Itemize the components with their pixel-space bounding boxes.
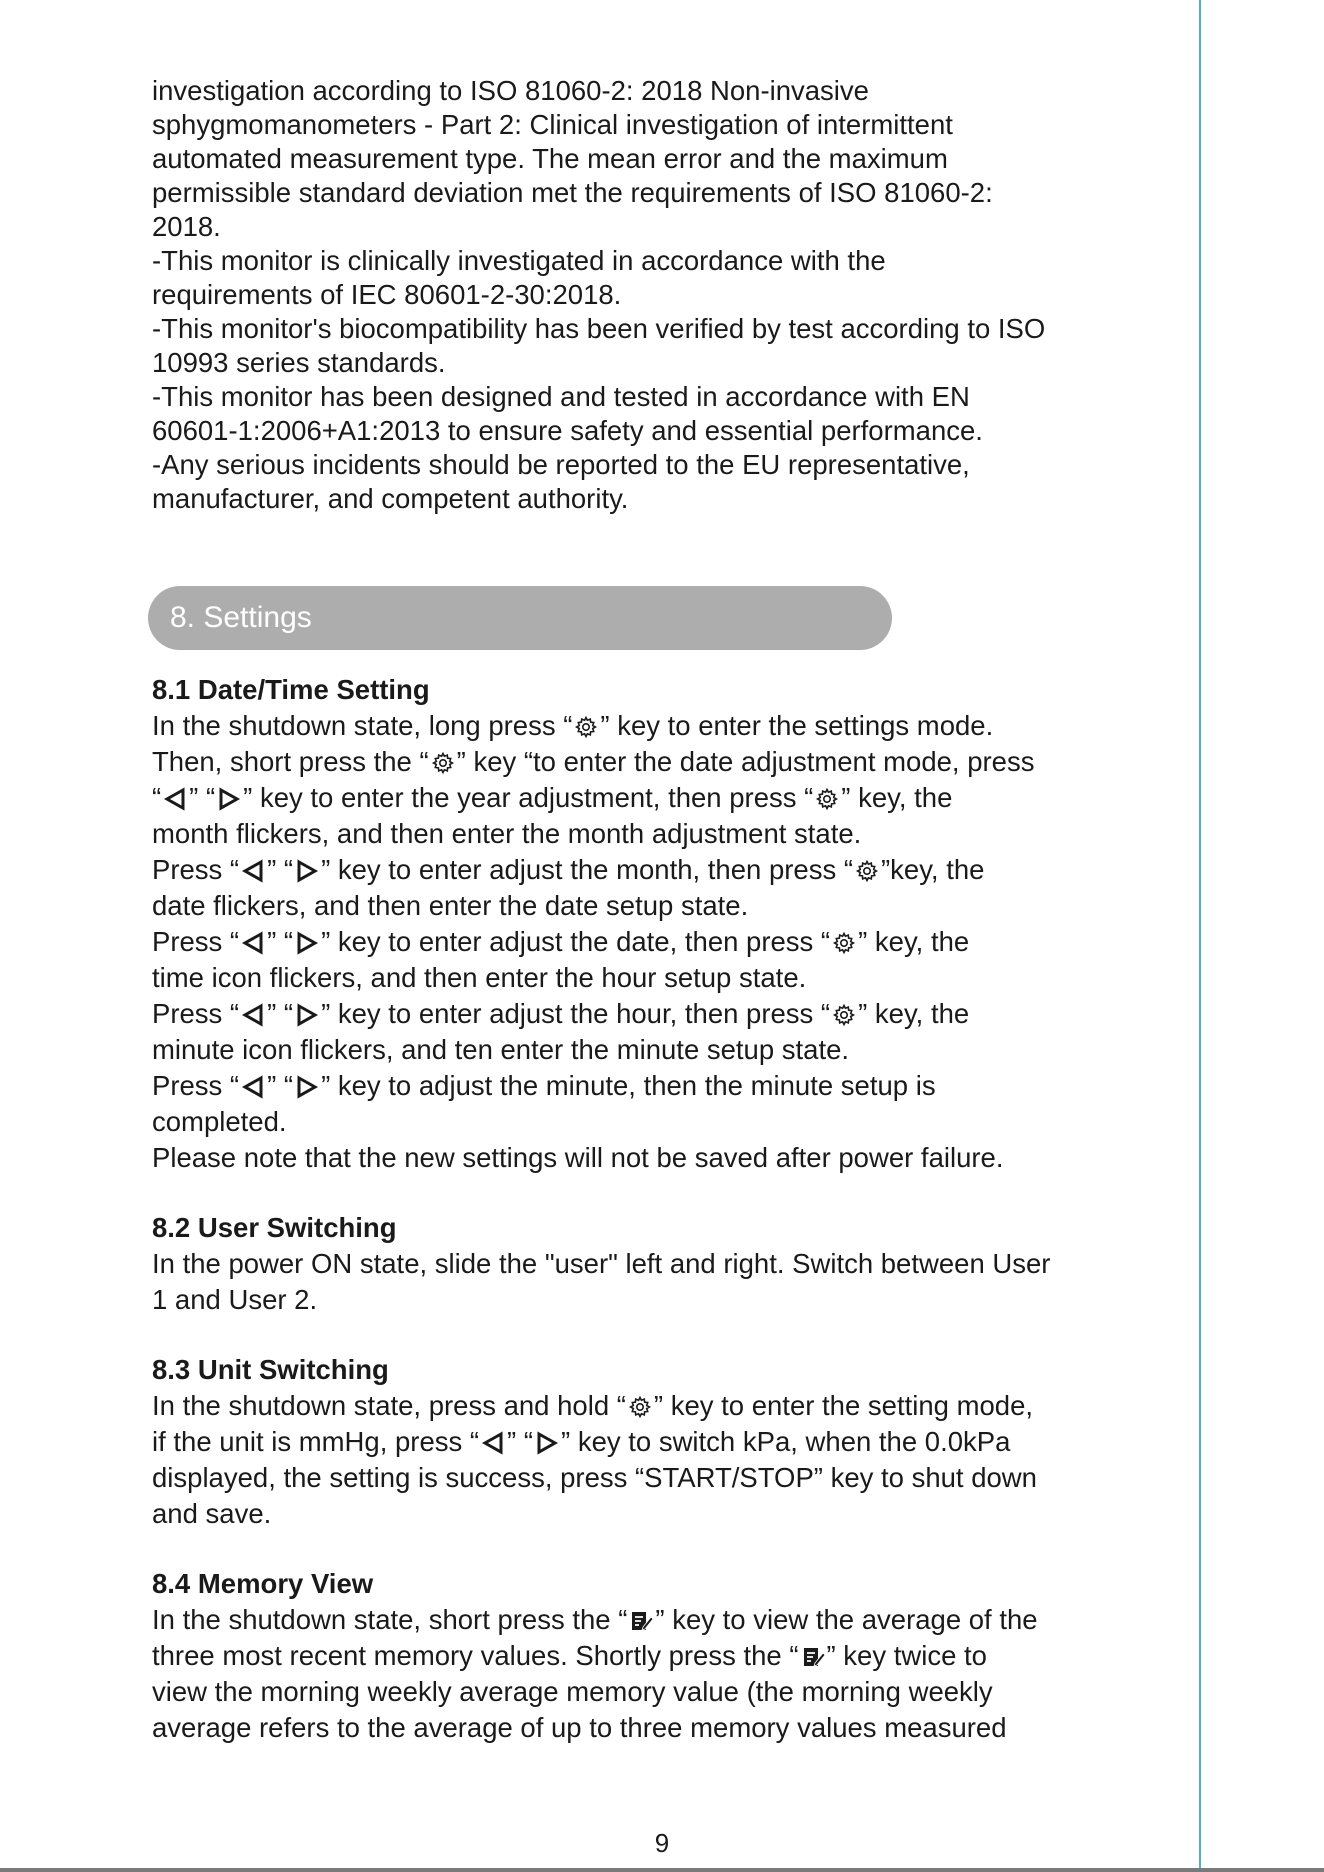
memory-note-icon xyxy=(629,1609,653,1633)
text-line: Press “ ” “ ” key to enter adjust the date, then press “ ” key, the xyxy=(152,926,970,957)
text-line: view the morning weekly average memory value (the morning weekly xyxy=(152,1676,993,1707)
text-line: “ ” “ ” key to enter the year adjustment, then press “ ” key, the xyxy=(152,782,953,813)
text-line: manufacturer, and competent authority. xyxy=(152,483,629,514)
text-line: investigation according to ISO 81060-2: 2018 Non-invasive xyxy=(152,75,869,106)
section-unit-switching xyxy=(152,1352,1182,1532)
text-line: Press “ ” “ ” key to enter adjust the hour, then press “ ” key, the xyxy=(152,998,970,1029)
text-line: Press “ ” “ ” key to adjust the minute, then the minute setup is xyxy=(152,1070,936,1101)
text-line: In the power ON state, slide the "user" left and right. Switch between User xyxy=(152,1248,1051,1279)
text-line: three most recent memory values. Shortly press the “ ” key twice to xyxy=(152,1640,987,1671)
text-line: In the shutdown state, long press “ ” key to enter the settings mode. xyxy=(152,710,994,741)
gear-icon xyxy=(431,751,455,775)
text-line: permissible standard deviation met the requirements of ISO 81060-2: xyxy=(152,177,993,208)
text-line: sphygmomanometers - Part 2: Clinical investigation of intermittent xyxy=(152,109,953,140)
gear-icon xyxy=(832,1003,856,1027)
text-line: In the shutdown state, short press the “ ” key to view the average of the xyxy=(152,1604,1038,1635)
text-line: month flickers, and then enter the month adjustment state. xyxy=(152,818,862,849)
gear-icon xyxy=(815,787,839,811)
section-date-time xyxy=(152,672,1182,1176)
left-triangle-icon xyxy=(241,931,265,955)
left-triangle-icon xyxy=(163,787,187,811)
text-line: 1 and User 2. xyxy=(152,1284,318,1315)
right-triangle-icon xyxy=(295,931,319,955)
text-line: minute icon flickers, and ten enter the minute setup state. xyxy=(152,1034,850,1065)
right-triangle-icon xyxy=(295,1003,319,1027)
text-line: requirements of IEC 80601-2-30:2018. xyxy=(152,279,622,310)
compliance-text xyxy=(152,74,1182,516)
gear-icon xyxy=(855,859,879,883)
gear-icon xyxy=(628,1395,652,1419)
manual-page-content xyxy=(152,74,1182,1780)
gear-icon xyxy=(574,715,598,739)
section-header: 8. Settings xyxy=(148,586,892,650)
text-line: and save. xyxy=(152,1498,272,1529)
text-line: -Any serious incidents should be reported to the EU representative, xyxy=(152,449,970,480)
right-triangle-icon xyxy=(295,859,319,883)
right-triangle-icon xyxy=(217,787,241,811)
memory-note-icon xyxy=(801,1645,825,1669)
subsection-title: 8.2 User Switching xyxy=(152,1212,397,1243)
text-line: completed. xyxy=(152,1106,287,1137)
text-line: -This monitor is clinically investigated in accordance with the xyxy=(152,245,886,276)
text-line: date flickers, and then enter the date setup state. xyxy=(152,890,749,921)
subsection-title: 8.4 Memory View xyxy=(152,1568,374,1599)
text-line: Then, short press the “ ” key “to enter the date adjustment mode, press xyxy=(152,746,1035,777)
text-line: 10993 series standards. xyxy=(152,347,446,378)
text-line: Please note that the new settings will not be saved after power failure. xyxy=(152,1142,1004,1173)
page-number: 9 xyxy=(654,1828,670,1858)
left-triangle-icon xyxy=(481,1431,505,1455)
text-line: automated measurement type. The mean error and the maximum xyxy=(152,143,948,174)
text-line: if the unit is mmHg, press “ ” “ ” key to switch kPa, when the 0.0kPa xyxy=(152,1426,1011,1457)
left-triangle-icon xyxy=(241,1003,265,1027)
text-line: average refers to the average of up to three memory values measured xyxy=(152,1712,1007,1743)
text-line: 2018. xyxy=(152,211,221,242)
page-edge-line xyxy=(1199,0,1201,1872)
text-line: time icon flickers, and then enter the hour setup state. xyxy=(152,962,807,993)
section-memory-view xyxy=(152,1566,1182,1746)
text-line: In the shutdown state, press and hold “ ” key to enter the setting mode, xyxy=(152,1390,1033,1421)
right-triangle-icon xyxy=(535,1431,559,1455)
page-bottom-rule xyxy=(0,1868,1324,1872)
text-line: displayed, the setting is success, press “START/STOP” key to shut down xyxy=(152,1462,1037,1493)
section-user-switching xyxy=(152,1210,1182,1318)
subsection-title: 8.1 Date/Time Setting xyxy=(152,674,430,705)
right-triangle-icon xyxy=(295,1075,319,1099)
text-line: -This monitor's biocompatibility has been verified by test according to ISO xyxy=(152,313,1046,344)
text-line: Press “ ” “ ” key to enter adjust the month, then press “ ”key, the xyxy=(152,854,985,885)
left-triangle-icon xyxy=(241,1075,265,1099)
subsection-title: 8.3 Unit Switching xyxy=(152,1354,389,1385)
text-line: -This monitor has been designed and tested in accordance with EN xyxy=(152,381,970,412)
gear-icon xyxy=(832,931,856,955)
text-line: 60601-1:2006+A1:2013 to ensure safety and essential performance. xyxy=(152,415,983,446)
left-triangle-icon xyxy=(241,859,265,883)
